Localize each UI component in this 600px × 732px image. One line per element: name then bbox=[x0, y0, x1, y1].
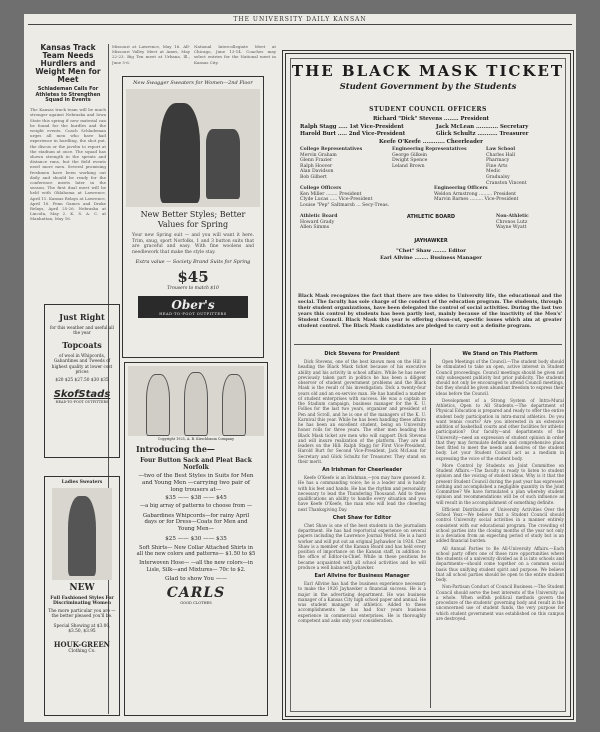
topcoats-body: of wool in Whipcords, Gabardines and Tweeds of highest quality at lower cost prices bbox=[51, 353, 113, 374]
carls-ad bbox=[124, 362, 268, 716]
platform-item-1: Open Meetings of the Council.—The student body should be stimulated to take an open, active interest in Student Council proceedings. Council meetings should be given not only subsequent publicity but prior publicity. The students should not only be encouraged to attend Council meetings, but they should be given abundant freedom to express their ideas before the Council. bbox=[436, 359, 564, 396]
carls-gabardines: Gabardines Whipcords—for rainy April days or for Dress—Coats for Men and Young Men— bbox=[142, 512, 250, 533]
obers-ad-extra: Extra value — Society Brand Suits for Spring bbox=[135, 259, 251, 266]
platform-head: We Stand on This Platform bbox=[462, 351, 538, 357]
officer-row-1-right: Jack McLean ............ Secretary bbox=[436, 124, 529, 130]
college-reps bbox=[300, 147, 390, 181]
school-rep-4: Medic bbox=[486, 169, 501, 175]
new-body: Full Fashioned Styles For Discriminating Women bbox=[50, 596, 114, 606]
carls-glad: Glad to show You —— bbox=[165, 576, 227, 583]
obers-ad-head: New Swagger Sweaters for Women—2nd Floor bbox=[133, 80, 253, 86]
school-rep-6: Cranston Vincent bbox=[486, 180, 527, 186]
masthead: THE UNIVERSITY DAILY KANSAN bbox=[233, 16, 367, 23]
officer-row-1-left: Ralph Stagg ..... 1st Vice-President bbox=[300, 124, 404, 130]
carls-line1: Four Button Sack and Pleat Back Norfolk bbox=[140, 457, 252, 471]
houk-green-ad bbox=[44, 476, 120, 716]
carls-intro: Introducing the— bbox=[136, 444, 215, 454]
left-section-2-body: Keefe O'Keefe is an Irishman,—you may have guessed it. He has a commanding voice; he is a leader and is handy with his feet and hands. He has the rhythm and personality necessary to lead the Thundering Thousand. Add to these qualifications an ability to handle every situation and you have Keefe O'Keefe, the man who will lead the cheering next Thanksgiving Day. bbox=[298, 475, 426, 512]
jayhawker-editor: "Chet" Shaw ........ Editor bbox=[396, 248, 466, 254]
platform-item-4: Efficient Distribution of University Activities Over the School Year.—We believe that a Student Council should control University social activities in a manner entirely consistent with our educational program. The crowding of school parties into the closing months of the year not only is a deviation from an expecting period of study but is an added financial burden. bbox=[436, 506, 564, 544]
left-section-1-head: Dick Stevens for President bbox=[324, 351, 400, 357]
athletic-board-head: Athletic Board bbox=[300, 214, 338, 219]
council-officers-head: STUDENT COUNCIL OFFICERS bbox=[369, 106, 487, 113]
topcoats-title: Topcoats bbox=[62, 340, 102, 350]
college-officer-2: Clyde Lucas ..... Vice-President bbox=[300, 197, 373, 203]
college-rep-1: Mervin Graham bbox=[300, 152, 337, 158]
engineering-officer-2: Marvin Barnes ......... Vice-President bbox=[434, 197, 519, 203]
left-section-3-body: Chet Shaw is one of the best students in the journalism department. He has had reportorial experience on several papers including the Lawrence Journal World. He is a hard worker and will put out an original Jayhawker in 1926. Chet Shaw is a member of the Kansan Board and has held every position of importance on the Kansan staff, in addition to the office of Editor-in-Chief. While in these positions he became acquainted with all school activities and he will produce a well balanced Jayhawker. bbox=[298, 522, 426, 570]
schedule-left-text: Missouri at Lawrence, May 16. All-Missouri Valley Meet at Ames, May 22-23. Big Ten meet at Urbana, Ill., June 5-6. bbox=[112, 44, 190, 65]
carls-line3: —a big array of patterns to choose from — bbox=[139, 503, 253, 510]
left-section-3-head: Chet Shaw for Editor bbox=[332, 514, 392, 521]
masthead-rule bbox=[28, 24, 572, 25]
skofstad-ad bbox=[44, 304, 120, 458]
carls-illustration bbox=[128, 366, 264, 436]
engineering-reps bbox=[392, 147, 472, 169]
college-rep-2: Glenn Frazier bbox=[300, 158, 333, 164]
officer-row-2-right: Glick Schultz ........... Treasurer bbox=[436, 131, 529, 137]
sweater-illustration bbox=[52, 488, 112, 580]
just-right-sub: for this weather and useful all the year bbox=[50, 325, 114, 335]
left-section-4-head: Earl Allvine for Business Manager bbox=[314, 573, 410, 579]
college-rep-3: Ralph Hoover bbox=[300, 163, 333, 169]
college-officer-3: Louise "Pep" Saltmarsh ... Secy-Treas. bbox=[300, 202, 390, 208]
athletic-member-2: Allen Simms bbox=[300, 225, 330, 231]
black-mask-ticket bbox=[282, 50, 574, 720]
non-athletic-2: Wayne Wyatt bbox=[496, 225, 527, 231]
left-section-4-body: Earl Allvine has had the business experience necessary to make the 1926 Jayhawker a financial success. He is a major in the advertising department. He was business manager of a Kansas City high school paper and annual. He was student manager of athletics. Added to these accomplishments he has had four years business experience in commercial enterprises. He is thoroughly competent and asks only your consideration. bbox=[298, 581, 426, 623]
carls-prices-1: $35 —— $38 —— $45 bbox=[165, 495, 227, 502]
non-athletic-1: Chronos Lutz bbox=[496, 219, 528, 225]
left-section-2-head: An Irishman for Cheerleader bbox=[322, 467, 402, 473]
non-athletic bbox=[496, 214, 566, 231]
college-rep-5: Bob Gilbert bbox=[300, 174, 327, 180]
track-story bbox=[30, 44, 106, 344]
college-officers bbox=[300, 186, 430, 208]
houk-green-sub: Clothing Co. bbox=[68, 649, 96, 654]
jayhawker-head: JAYHAWKER bbox=[414, 238, 448, 244]
school-rep-2: Pharmacy bbox=[486, 158, 510, 164]
new-body-2: The more particular you are — the better pleased you'll be. bbox=[48, 609, 116, 619]
left-section-1-body: Dick Stevens, one of the best known men on the Hill is heading the Black Mask ticket because of his executive ability and his activity in school affairs. While he has never previously taken part in politics he has been a diligent observer of student government problems and the Black Mask is the result of his investigation. Dick a twenty-four years old and an ex-service man. He has handled a number of student enterprises with success. He was a captain in the Stadium campaign, business manager for the K. U. Follies for the last two years, organizer and president of Pen and Scroll, and he is one of the managers of the K. U. Karnival this year. While he has been handling these affairs he has been an excellent student, being on University honor rolls for three years. The other men heading the Black Mask ticket are men who will support Dick Stevens and will insure realization of the platform. They are all leaders on the Hill: Ralph Stagg for First Vice-President, Harold Burt for Second Vice-President, Jack McLean for Secretary and Glick Schultz for Treasurer. They stand on their merit. bbox=[298, 359, 426, 464]
engineering-rep-2: Dwight Spence bbox=[392, 158, 428, 164]
track-body: The Kansas track team will be much stronger against Nebraska and Iowa State this spring if new material can be found for the hurdles and the weight events. Coach Schlademan urges all men who have had experience in hurdling, the shot put, the discus or the javelin to report at the stadium at once. The squad has shown strength in the sprints and distance runs, but the field events need more men. Several promising freshmen have been working out daily and should be ready for the conference meets later in the season. The first dual meet will be held with Oklahoma at Lawrence, April 11. Kansas Relays at Lawrence, April 18. Penn Games and Drake Relays, April 25-26. Nebraska at Lincoln, May 2. K. S. A. C. at Manhattan, May 16. bbox=[30, 107, 106, 222]
jayhawker-manager: Earl Allvine ........ Business Manager bbox=[380, 255, 482, 261]
special-showing: Special Showing at $3.00, $3.50, $3.95 bbox=[53, 624, 111, 634]
platform-item-6: Non-Partisan Conduct of Council Business.—The Student Council should serve the best interests of the University as a whole. When selfish political methods govern the procedure of the students' governing body and result in the unconcerned use of student funds, the very purpose for which student government was established on this campus are destroyed. bbox=[436, 584, 564, 621]
obers-ad-price: $45 bbox=[177, 268, 209, 287]
president-line: Richard "Dick" Stevens ........ President bbox=[373, 116, 489, 122]
college-reps-head: College Representatives bbox=[300, 147, 363, 152]
obers-logo bbox=[138, 296, 248, 318]
engineering-reps-head: Engineering Representatives bbox=[392, 147, 467, 152]
skofstad-tag: HEAD-TO-FOOT OUTFITTERS bbox=[55, 400, 109, 405]
newspaper-page bbox=[24, 14, 576, 722]
obers-logo-name: Ober's bbox=[171, 298, 215, 313]
obers-ad bbox=[122, 76, 264, 358]
schedule-right bbox=[194, 44, 276, 72]
carls-logo-sub: GOOD CLOTHES bbox=[180, 601, 212, 606]
new-title: NEW bbox=[69, 583, 95, 593]
topcoats-prices: $20 $25 $27.50 $30 $35 bbox=[55, 378, 109, 384]
ticket-intro-rule bbox=[294, 344, 562, 345]
ticket-column-rule bbox=[430, 348, 431, 708]
houk-green-name: HOUK-GREEN bbox=[53, 640, 111, 649]
non-athletic-head: Non-Athletic bbox=[496, 214, 529, 219]
college-officer-1: Ken Miller ........ President bbox=[300, 191, 362, 197]
engineering-rep-1: George Gilkein bbox=[392, 152, 428, 158]
platform-column bbox=[436, 348, 564, 714]
engineering-officers-head: Engineering Officers bbox=[434, 186, 488, 191]
engineering-officer-1: Weldon Armstrong ......... President bbox=[434, 191, 516, 197]
schedule-left bbox=[112, 44, 190, 72]
ticket-subtitle: Student Government by the Students bbox=[339, 82, 517, 92]
obers-logo-tag: HEAD-TO-FOOT OUTFITTERS bbox=[159, 312, 227, 317]
carls-soft-shirts: Soft Shirts— New Collar Attached Shirts in all the new colors and patterns— $1.50 to $5 bbox=[136, 544, 256, 558]
cheerleader-line: Keefe O'Keefe ............ Cheerleader bbox=[379, 139, 483, 145]
athletic-member-1: Howard Grady bbox=[300, 219, 335, 225]
school-rep-1: Charles Hall bbox=[486, 152, 516, 158]
skofstad-logo: SkofStads bbox=[53, 389, 111, 401]
ladies-sweaters: Ladies Sweaters bbox=[61, 480, 103, 485]
ticket-intro: Black Mask recognizes the fact that there are two sides to University life, the educational and the social. The faculty has sole charge of the conduct of the education program. The students, through their student organizations, have been delegated the control of social activities. During the last two years this control by students has been partly lost, mainly because of the inactivity of the Men's' Student Council. Black Mask this year is offering clean-cut, specific issues which aim at greater student control. The Black Mask candidates are pledged to carry out a definite program. bbox=[298, 294, 562, 329]
athletic-board-title: ATHLETIC BOARD bbox=[406, 214, 456, 220]
school-rep-3: Fine Arts bbox=[486, 163, 508, 169]
carls-caption: Copyright 1925, A. B. Kirschbaum Company bbox=[157, 437, 235, 441]
platform-item-3: More Control by Students on Joint Committee on Student Affairs.—The faculty is ready to listen to student opinion and the voicing of student ideas. Why is it that the present Student Council during the past year has expressed nothing and accomplished a negligible quantity in the Joint Committee? We have formulated a plan whereby student opinion and recommendations will be of such influence as will result in the accomplishment of something definite. bbox=[436, 462, 564, 505]
obers-ad-illustration bbox=[126, 89, 260, 207]
obers-ad-body: Your new Spring suit — and you will want it here. Trim, snug, sport Norfolks, 1 and 3 button suits that are graceful and easy. With fine woolens and needlework that make the style stay. bbox=[132, 233, 254, 255]
platform-item-5: All Annual Parties to Be All-University Affairs.—Each school party offers one of those rare opportunities where the students of a university divided as it is into schools and departments—should come together on a common social basis thus unifying student spirit and purpose. We believe that all school parties should be open to the entire student body. bbox=[436, 545, 564, 582]
ticket-title: THE BLACK MASK TICKET bbox=[291, 62, 565, 80]
carls-logo: CARLS bbox=[166, 585, 226, 602]
obers-ad-price-note: Trousers to match $10 bbox=[167, 286, 219, 292]
college-officers-head: College Officers bbox=[300, 186, 342, 191]
officer-row-2-left: Harold Burt ..... 2nd Vice-President bbox=[300, 131, 406, 137]
just-right: Just Right bbox=[59, 312, 105, 322]
school-reps bbox=[486, 147, 564, 186]
carls-prices-2: $25 —— $30 —— $35 bbox=[165, 535, 227, 542]
carls-line2: —two of the Best Styles in Suits for Men and Young Men —carrying two pair of long trousers at— bbox=[138, 473, 254, 493]
engineering-officers bbox=[434, 186, 564, 203]
track-headline: Kansas Track Team Needs Hurdlers and Weight Men for Meet bbox=[35, 44, 101, 84]
obers-ad-title: New Better Styles; Better Values for Spring bbox=[140, 210, 246, 229]
candidates-column bbox=[298, 348, 426, 714]
carls-interwoven: Interwoven Hose— —all the new colors—in Lisle, Silk—and Mixtures— 70c to $2. bbox=[139, 560, 253, 573]
engineering-rep-3: Leland Brown bbox=[392, 163, 425, 169]
platform-item-2: Development of a Strong System of Intra-Mural Athletics, Open to All Students.—The department of Physical Education is prepared and ready to offer the entire student body participation in intra-mural athletics. Do you want tennis courts? Are you interested in an extensive addition of basketball courts and other facilities for athletic participation? Our faculty—and departments of the University—need an expression of student opinion in order that they may formulate definite and comprehensive plans best fitted to meet the needs and desires of the student body. Let your Student Council act as a medium in expressing the voice of the student body. bbox=[436, 397, 564, 461]
athletic-board bbox=[300, 214, 370, 231]
school-reps-head: Law School bbox=[486, 147, 516, 152]
schedule-right-text: National Intercollegiate Meet at Chicago, June 13-14. Coaches may select entries for the National meet in Kansas City. bbox=[194, 44, 276, 65]
college-rep-4: Alan Davidson bbox=[300, 169, 334, 175]
school-rep-5: Gradualsy bbox=[486, 174, 510, 180]
track-subhead: Schlademan Calls For Athletes to Strengthen Squad in Events bbox=[35, 86, 101, 103]
